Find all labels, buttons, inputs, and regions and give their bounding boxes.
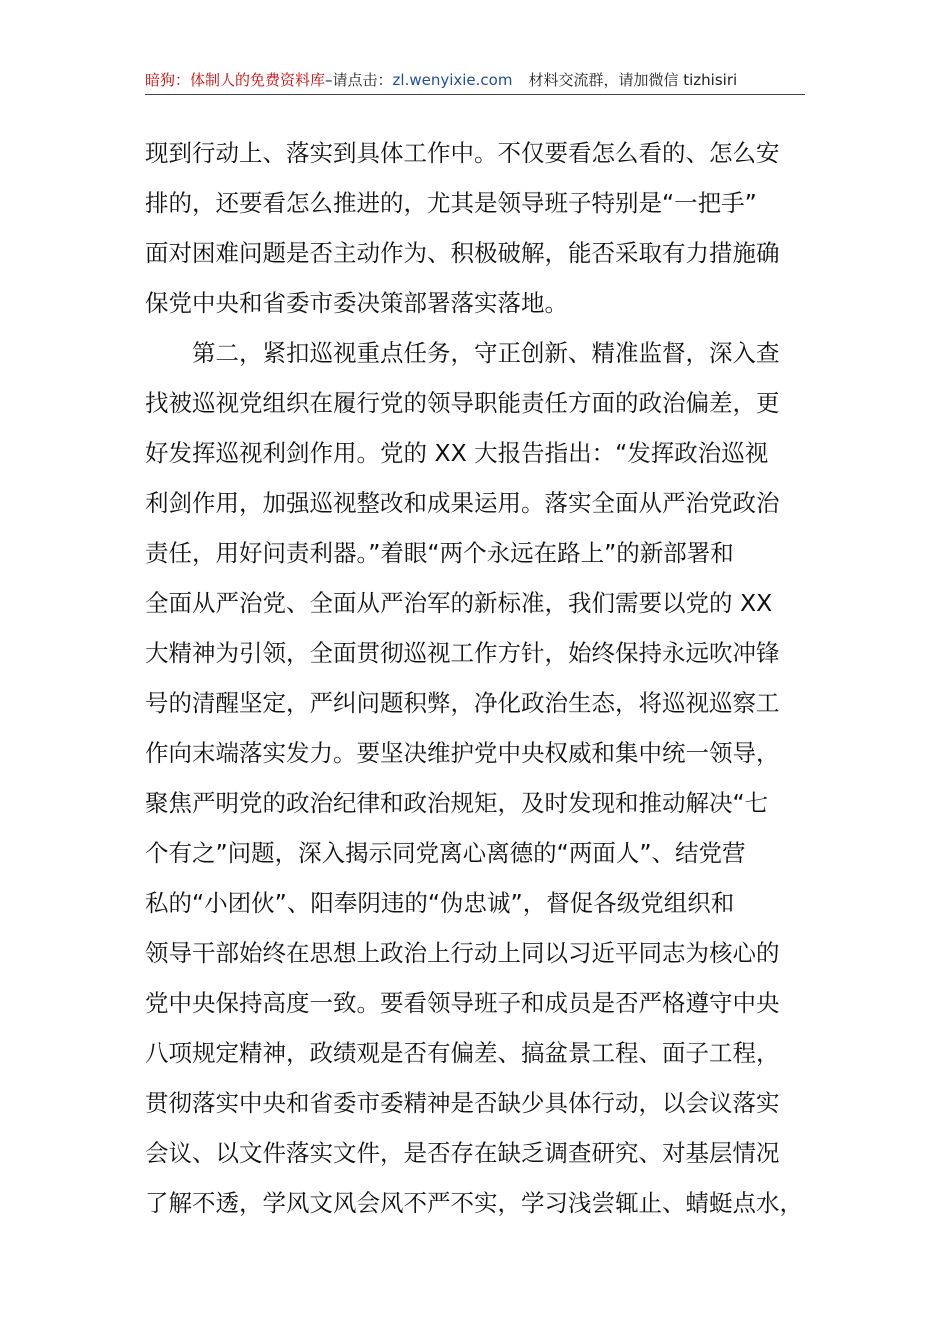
- text-line: 好发挥巡视利剑作用。党的 XX 大报告指出：“发挥政治巡视: [145, 439, 769, 467]
- site-url-link[interactable]: zl.wenyixie.com: [392, 71, 513, 89]
- page-header: [145, 68, 805, 95]
- text-line: 八项规定精神，政绩观是否有偏差、搞盆景工程、面子工程，: [145, 1039, 780, 1067]
- click-prompt: –请点击：: [325, 71, 393, 89]
- text-line: 私的“小团伙”、阳奉阴违的“伪忠诚”，督促各级党组织和: [145, 889, 735, 917]
- wechat-note: 材料交流群，请加微信 tizhisiri: [528, 71, 738, 89]
- text-line: 全面从严治党、全面从严治军的新标准，我们需要以党的 XX: [145, 589, 773, 617]
- document-body: [145, 128, 805, 1228]
- text-line: 排的，还要看怎么推进的，尤其是领导班子特别是“一把手”: [145, 189, 757, 217]
- text-line: 会议、以文件落实文件，是否存在缺乏调查研究、对基层情况: [145, 1139, 780, 1167]
- text-line: 大精神为引领，全面贯彻巡视工作方针，始终保持永远吹冲锋: [145, 639, 780, 667]
- text-line: 面对困难问题是否主动作为、积极破解，能否采取有力措施确: [145, 239, 780, 267]
- text-line: 利剑作用，加强巡视整改和成果运用。落实全面从严治党政治: [145, 489, 780, 517]
- text-line: 责任，用好问责利器。”着眼“两个永远在路上”的新部署和: [145, 539, 734, 567]
- site-label: 暗狗：体制人的免费资料库: [145, 71, 326, 89]
- text-line: 聚焦严明党的政治纪律和政治规矩，及时发现和推动解决“七: [145, 789, 769, 817]
- text-line: 号的清醒坚定，严纠问题积弊，净化政治生态，将巡视巡察工: [145, 689, 780, 717]
- text-line: 党中央保持高度一致。要看领导班子和成员是否严格遵守中央: [145, 989, 780, 1017]
- text-line: 作向末端落实发力。要坚决维护党中央权威和集中统一领导，: [145, 739, 780, 767]
- text-line: 个有之”问题，深入揭示同党离心离德的“两面人”、结党营: [145, 839, 746, 867]
- text-line: 现到行动上、落实到具体工作中。不仅要看怎么看的、怎么安: [145, 139, 780, 167]
- text-line: 找被巡视党组织在履行党的领导职能责任方面的政治偏差，更: [145, 389, 780, 417]
- text-line: 领导干部始终在思想上政治上行动上同以习近平同志为核心的: [145, 939, 780, 967]
- text-line: 贯彻落实中央和省委市委精神是否缺少具体行动，以会议落实: [145, 1089, 780, 1117]
- paragraph-start-line: 第二，紧扣巡视重点任务，守正创新、精准监督，深入查: [192, 339, 780, 367]
- text-line: 了解不透，学风文风会风不严不实，学习浅尝辄止、蜻蜓点水，: [145, 1189, 803, 1217]
- text-line: 保党中央和省委市委决策部署落实落地。: [145, 289, 568, 317]
